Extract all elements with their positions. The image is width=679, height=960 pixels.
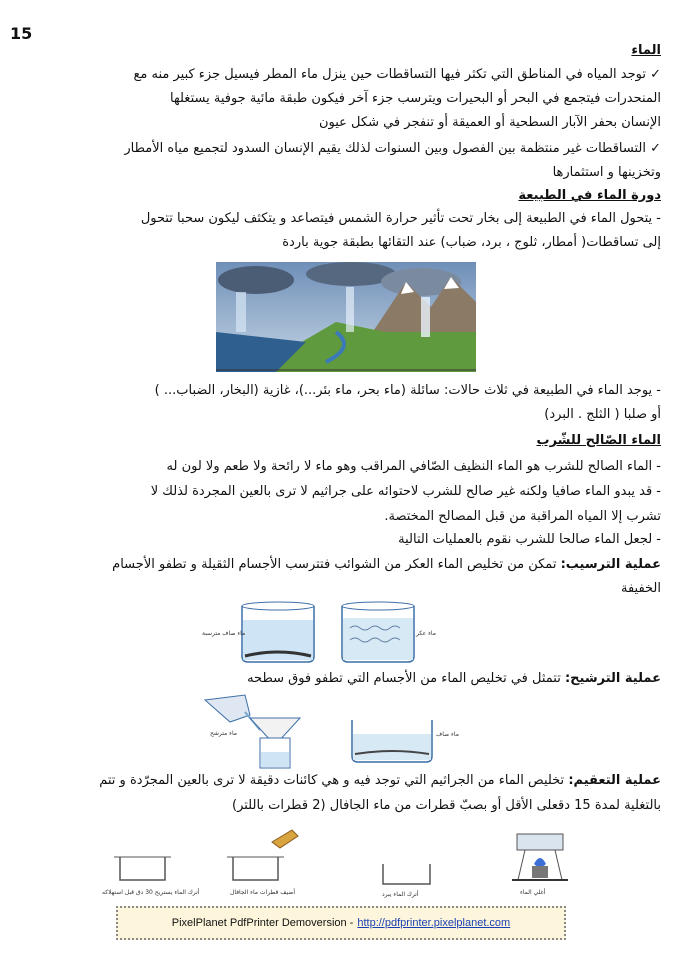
filtration-fig-label-left: ماء مترشح xyxy=(210,730,238,737)
water-bullet1-line1: ✓ توجد المياه في المناطق التي تكثر فيها التساقطات حين ينزل ماء المطر فيسيل جزء كبير منه مع xyxy=(133,67,661,82)
sterilization-fig2-label: أترك الماء يبرد xyxy=(382,891,419,898)
sterilization-fig1-label: أغلي الماء xyxy=(520,889,546,896)
sterilization-figure xyxy=(100,822,570,898)
sedimentation-text: تمكن من تخليص الماء العكر من الشوائب فتترسب الأجسام الثقيلة و تطفو الأجسام xyxy=(112,557,557,572)
page-number: 15 xyxy=(10,24,33,43)
heading-water: الماء xyxy=(631,43,661,58)
water-bullet1-line3: الإنسان بحفر الآبار السطحية أو العميقة أو تنفجر في شكل عيون xyxy=(318,115,661,130)
footer-link[interactable]: http://pdfprinter.pixelplanet.com xyxy=(357,917,511,929)
water-bullet1-line2: المنحدرات فيتجمع في البحر أو البحيرات ويترسب جزء آخر فيكون طبقة مائية جوفية يستغلها xyxy=(170,91,661,106)
drinkable-line2: - قد يبدو الماء صافيا ولكنه غير صالح للشرب لاحتوائه على جراثيم لا ترى بالعين المجردة لذلك لا xyxy=(150,484,661,499)
states-line2: أو صلبا ( الثلج . البرد) xyxy=(544,407,661,422)
footer-text: PixelPlanet PdfPrinter Demoversion - xyxy=(171,917,354,929)
sterilization-fig4-label: أترك الماء يستريح 30 دق قبل استهلاكه xyxy=(102,889,200,896)
cycle-line1: - يتحول الماء في الطبيعة إلى بخار تحت تأثير حرارة الشمس فيتصاعد و يتكثف ليكون سحبا تتحول xyxy=(140,211,661,226)
sterilization-line1 xyxy=(99,772,661,790)
sedimentation-line1 xyxy=(112,556,661,574)
filtration-label: عملية الترشيح: xyxy=(564,671,661,686)
demo-footer-banner xyxy=(116,906,566,940)
water-bullet2-line1: ✓ التساقطات غير منتظمة بين الفصول وبين السنوات لذلك يقيم الإنسان السدود لتجميع مياه الأمطار xyxy=(124,141,661,156)
drinkable-line4: - لجعل الماء صالحا للشرب نقوم بالعمليات التالية xyxy=(398,532,661,547)
filtration-line xyxy=(247,670,661,688)
sedimentation-figure xyxy=(200,598,460,668)
sedimentation-line2: الخفيفة xyxy=(620,581,661,596)
sedimentation-label: عملية الترسيب: xyxy=(560,557,661,572)
sterilization-fig3-label: أضيف قطرات ماء الجافال xyxy=(230,889,296,896)
water-bullet2-line2: وتخزينها و استثمارها xyxy=(552,165,661,180)
sterilization-label: عملية التعقيم: xyxy=(568,773,661,788)
drinkable-line3: تشرب إلا المياه المراقبة من قبل المصالح المختصة. xyxy=(384,509,661,524)
filtration-fig-label-right: ماء صاف xyxy=(436,731,459,738)
heading-water-cycle: دورة الماء في الطبيعة xyxy=(518,188,661,203)
sedimentation-fig-label-right: ماء عكر xyxy=(416,630,436,637)
drinkable-line1: - الماء الصالح للشرب هو الماء النظيف الصّافي المراقب وهو ماء لا رائحة ولا طعم ولا لون له xyxy=(166,459,661,474)
sedimentation-fig-label-left: ماء صاف مترسبة xyxy=(202,630,246,637)
filtration-figure xyxy=(190,690,480,770)
cycle-line2: إلى تساقطات( أمطار، ثلوج ، برد، ضباب) عند التقائها بطبقة جوية باردة xyxy=(282,235,661,250)
heading-drinkable-water: الماء الصّالح للشّرب xyxy=(536,433,661,448)
sterilization-text: تخليص الماء من الجراثيم التي توجد فيه و هي كائنات دقيقة لا ترى بالعين المجرّدة و تتم xyxy=(99,773,565,788)
water-cycle-illustration xyxy=(216,262,476,372)
sterilization-line2: بالتغلية لمدة 15 دقعلى الأقل أو بصبّ قطرات من ماء الجافال (2 قطرات باللتر) xyxy=(232,798,661,813)
states-line1: - يوجد الماء في الطبيعة في ثلاث حالات: سائلة (ماء بحر، ماء بئر...)، غازية (البخار، الضباب... ) xyxy=(154,383,661,398)
filtration-text: تتمثل في تخليص الماء من الأجسام التي تطفو فوق سطحه xyxy=(247,671,561,686)
